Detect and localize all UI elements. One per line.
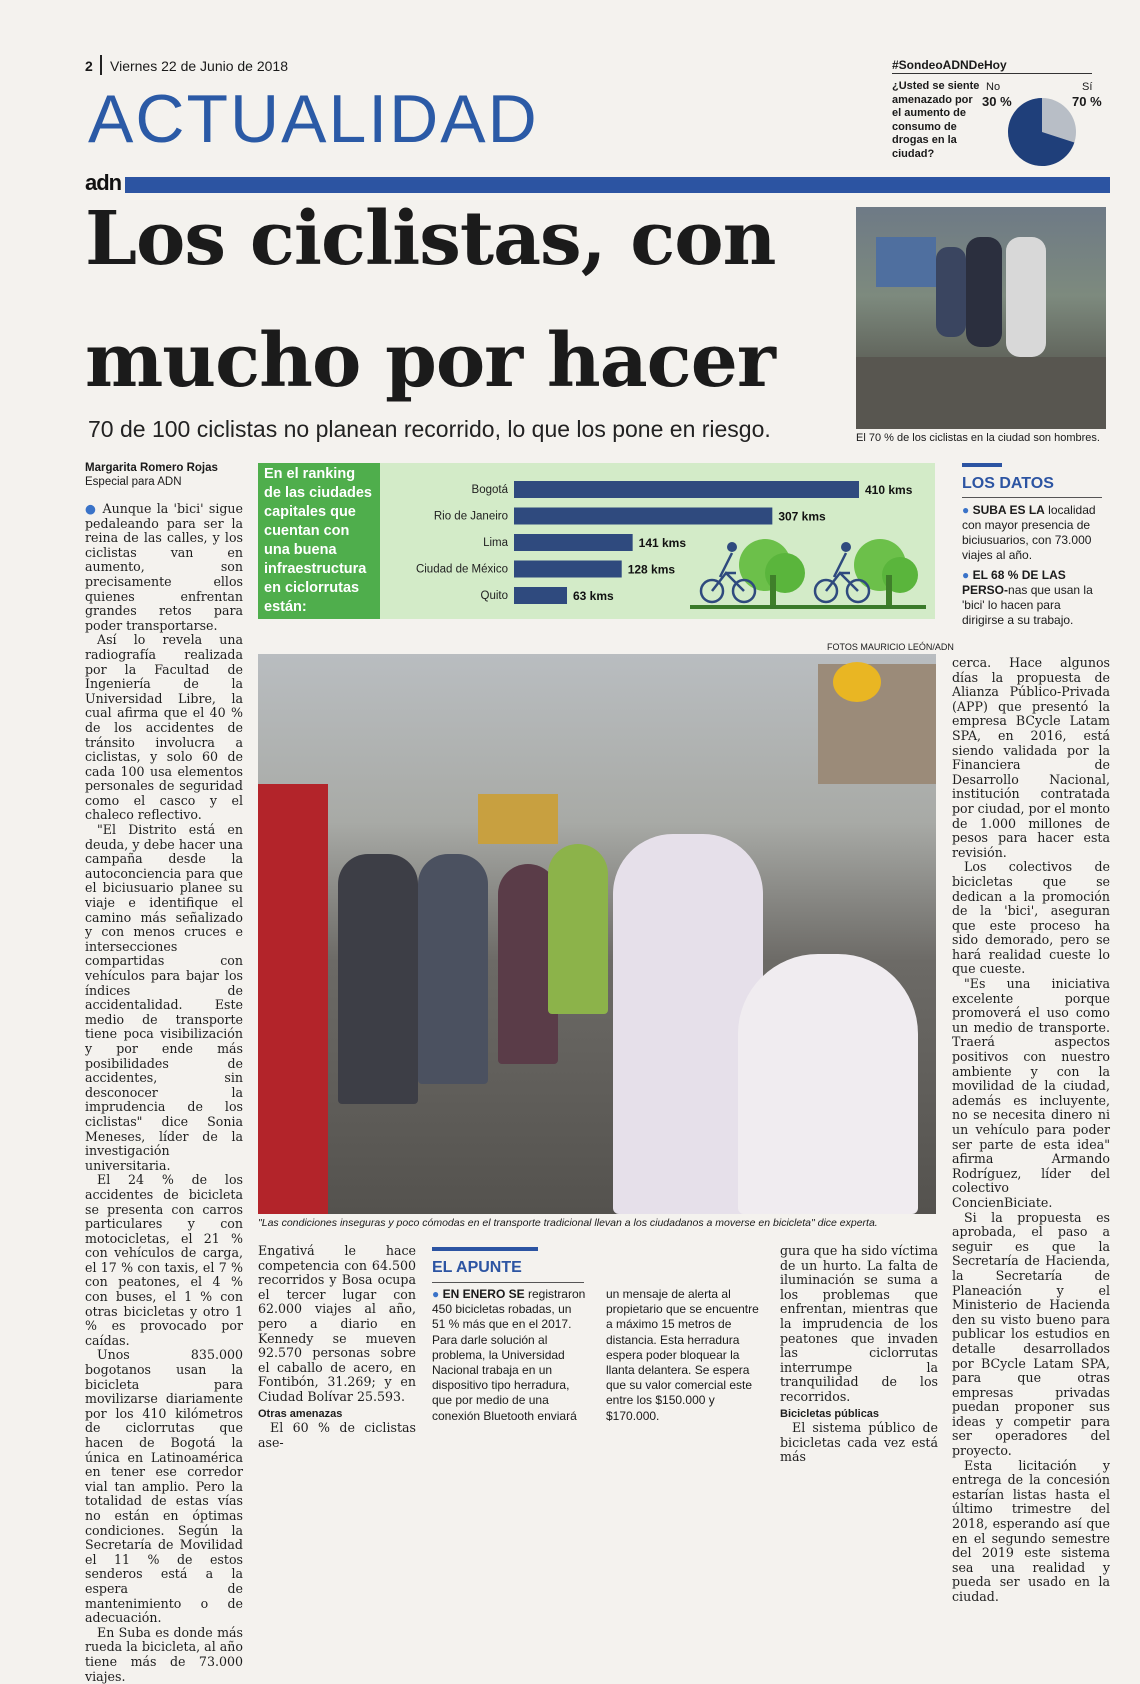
section-bar bbox=[85, 177, 1110, 193]
bar-category-label: Lima bbox=[483, 537, 508, 549]
poll-yes-value: 70 % bbox=[1072, 94, 1102, 109]
poll-no-label: No bbox=[986, 81, 1001, 93]
section-title: ACTUALIDAD bbox=[88, 81, 539, 157]
paragraph: En Suba es donde más rueda la bicicleta, al año tiene más de 73.000 viajes. bbox=[85, 1624, 243, 1684]
header-divider bbox=[100, 55, 102, 75]
subhead-otras-amenazas: Otras amenazas bbox=[258, 1407, 343, 1420]
datos-item-1 bbox=[962, 503, 1102, 563]
bullet-icon: ● bbox=[432, 1287, 443, 1301]
page-date: Viernes 22 de Junio de 2018 bbox=[110, 58, 288, 74]
bar-category-label: Ciudad de México bbox=[415, 563, 508, 576]
poll-pie-chart bbox=[1006, 96, 1078, 168]
bar-rio-de-janeiro bbox=[514, 508, 772, 525]
bar-bogot- bbox=[514, 481, 859, 498]
paragraph: "Es una iniciativa excelente porque promoverá el uso como un medio de transporte. Traerá aspectos positivos con nuestro ambiente y con la movilidad de la ciudad, además es incluyente, no se necesita dinero ni un vehículo para poder ser parte de esta idea" afirma Armando Rodríguez, líder del colectivo ConcienBiciate. bbox=[952, 976, 1110, 1210]
cyclists-trees-illustration bbox=[690, 525, 926, 613]
ranking-infographic bbox=[258, 463, 935, 619]
photo-shape-cyclist bbox=[418, 854, 488, 1084]
tree-trunk bbox=[886, 575, 892, 605]
bar-category-label: Quito bbox=[480, 590, 508, 602]
paragraph: gura que ha sido víctima de un hurto. La falta de iluminación se suma a los problemas que enfrentan, mientras que la imprudencia de los peatones que invaden las ciclorrutas interrumpe la tranquilidad de los recorridos. bbox=[780, 1243, 938, 1404]
photo-shape-cyclist-1 bbox=[936, 247, 966, 337]
article-column-2 bbox=[258, 1244, 416, 1450]
bar-quito bbox=[514, 587, 567, 604]
paragraph: Esta licitación y entrega de la concesión estarían listas hasta el último trimestre del 2018, esperando así que en el segundo semestre del 2019 este sistema sea una realidad y pueda ser usado en la ciudad. bbox=[952, 1457, 1110, 1604]
cyclist-head-icon bbox=[841, 542, 851, 552]
paragraph: Aunque la 'bici' sigue pedaleando para ser la reina de las calles, y los ciclistas van en aumento, son precisamente ellos quienes enfrentan grandes retos para poder transportarse. bbox=[85, 501, 243, 633]
photo-shape-cyclist bbox=[548, 844, 608, 1014]
apunte-text-2: un mensaje de alerta al propietario que se encuentre a máximo 15 metros de distancia. Esta herradura espera poder bloquear la llanta delantera. Se espera que su valor comercial este entre los $150.000 y $170.000. bbox=[606, 1287, 759, 1423]
bar-category-label: Rio de Janeiro bbox=[433, 510, 508, 523]
paragraph: El 60 % de ciclistas ase- bbox=[258, 1420, 416, 1450]
datos-item-2 bbox=[962, 568, 1102, 628]
main-cyclists-photo bbox=[258, 654, 936, 1214]
bar-value-label: 128 kms bbox=[627, 562, 676, 577]
photo-shape-cyclist bbox=[338, 854, 418, 1104]
poll-no-value: 30 % bbox=[982, 94, 1012, 109]
top-photo-caption: El 70 % de los ciclistas en la ciudad son hombres. bbox=[856, 432, 1100, 444]
bar-value-label: 141 kms bbox=[638, 536, 687, 550]
bullet-icon: ● bbox=[962, 503, 973, 517]
photo-shape-red-bus bbox=[258, 784, 328, 1214]
apunte-text-1 bbox=[432, 1287, 587, 1424]
author-role: Especial para ADN bbox=[85, 476, 182, 488]
subhead-bicicletas-publicas: Bicicletas públicas bbox=[780, 1407, 880, 1420]
apunte-rule bbox=[432, 1282, 584, 1283]
apunte-title: EL APUNTE bbox=[432, 1259, 522, 1276]
apunte-body-1: registraron 450 bicicletas robadas, un 51 % más que en el 2017. Para darle solución al problema, la Universidad Nacional trabaja en un dispositivo tipo herradura, que por medio de una conexión Bluetooth enviará bbox=[432, 1287, 586, 1423]
apunte-lead: EN ENERO SE bbox=[442, 1287, 525, 1301]
poll-question: ¿Usted se siente amenazado por el aumento de consumo de drogas en la ciudad? bbox=[892, 80, 980, 160]
photo-shape-cyclist-blurred bbox=[738, 954, 918, 1214]
paragraph: "El Distrito está en deuda, y debe hacer una campaña desde la autoconciencia para que el biciusuario planee su viaje e identifique el camino más señalizado y con menos cruces e intersecciones compartidas con vehículos para bajar los índices de accidentalidad. Este medio de transporte tiene poca visibilización y por ende más posibilidades de accidentes, sin desconocer la imprudencia de los ciclistas" dice Sonia Meneses, líder de la investigación universitaria. bbox=[85, 822, 243, 1173]
datos-title: LOS DATOS bbox=[962, 475, 1054, 492]
datos-item-1-text: localidad con mayor presencia de biciusuarios, con 73.000 viajes al año. bbox=[962, 503, 1096, 562]
datos-item-1-lead: SUBA ES LA bbox=[972, 503, 1045, 517]
tree-trunk bbox=[770, 575, 776, 605]
paragraph: Engativá le hace competencia con 64.500 recorridos y Bosa ocupa el tercer lugar con 62.000 viajes al año, pero a diario en Kennedy se mueven 92.570 personas sobre el caballo de acero, en Fontibón, 31.269; y en Ciudad Bolívar 25.593. bbox=[258, 1243, 416, 1404]
bar-value-label: 307 kms bbox=[778, 509, 826, 524]
article-column-4 bbox=[780, 1244, 938, 1465]
photo-shape-cyclist-2 bbox=[966, 237, 1002, 347]
photo-shape-bus bbox=[876, 237, 936, 287]
bar-ciudad-de-m-xico bbox=[514, 561, 622, 578]
bar-category-label: Bogotá bbox=[471, 484, 508, 496]
bullet-icon: ● bbox=[962, 568, 973, 582]
paragraph: Así lo revela una radiografía realizada por la Facultad de Ingeniería de la Universidad Libre, la cual afirma que el 40 % de los accidentes de tránsito involucra a ciclistas, y solo 60 de cada 100 usa elementos personales de seguridad como el casco y el chaleco reflectivo. bbox=[85, 632, 243, 823]
headline-line-2: mucho por hacer bbox=[85, 318, 775, 404]
chart-title: En el ranking de las ciudades capitales que cuentan con una buena infraestructura en ciclorrutas están: bbox=[258, 463, 380, 619]
bullet-icon: ● bbox=[85, 501, 103, 516]
main-photo-caption: "Las condiciones inseguras y poco cómodas en el transporte tradicional llevan a los ciudadanos a moverse en bicicleta" dice experta. bbox=[258, 1217, 878, 1229]
bar-value-label: 63 kms bbox=[573, 589, 614, 603]
headline-line-1: Los ciclistas, con bbox=[85, 196, 776, 282]
photo-shape-cart bbox=[478, 794, 558, 844]
brand-logo: adn bbox=[85, 170, 125, 196]
poll-hashtag: #SondeoADNDeHoy bbox=[892, 58, 1007, 72]
apunte-accent-bar bbox=[432, 1247, 538, 1251]
paragraph: El sistema público de bicicletas cada vez está más bbox=[780, 1420, 938, 1465]
datos-item-2-text: nas que usan la 'bici' lo hacen para dirigirse a su trabajo. bbox=[962, 583, 1093, 627]
subheadline: 70 de 100 ciclistas no planean recorrido, lo que los pone en riesgo. bbox=[88, 416, 771, 442]
paragraph: Si la propuesta es aprobada, el paso a seguir es que la Secretaría de Hacienda, la Secretaría de Planeación y el Ministerio de Hacienda den su visto bueno para publicar los estudios en detalle desarrollados por BCycle Latam SPA, para que otras empresas privadas puedan proponer sus ideas y competir para ser operadores del proyecto. bbox=[952, 1209, 1110, 1459]
poll-yes-label: Sí bbox=[1082, 81, 1093, 93]
page-number: 2 bbox=[85, 58, 93, 74]
article-column-1 bbox=[85, 502, 243, 1684]
photo-credit: FOTOS MAURICIO LEÓN/ADN bbox=[827, 642, 954, 652]
paragraph: El 24 % de los accidentes de bicicleta se presenta con carros particulares y con motocicletas, el 21 % con vehículos de carga, el 17 % con taxis, el 7 % con peatones, el 4 % con buses, el 1 % con otras bicicletas y otro 1 % es provocado por caídas. bbox=[85, 1172, 243, 1348]
ground-line bbox=[690, 605, 926, 609]
photo-shape-metro-sign bbox=[833, 662, 881, 702]
datos-rule bbox=[962, 497, 1102, 498]
bar-value-label: 410 kms bbox=[865, 483, 913, 497]
poll-rule bbox=[892, 73, 1092, 74]
photo-shape-road bbox=[856, 357, 1106, 429]
datos-item-2-lead: EL 68 % DE LAS PERSO- bbox=[962, 568, 1066, 597]
paragraph: Los colectivos de bicicletas que se dedican a la promoción de la 'bici', aseguran que este proceso ha sido demorado, pero se hará realidad cueste lo que cueste. bbox=[952, 859, 1110, 977]
cyclist-head-icon bbox=[727, 542, 737, 552]
datos-accent-bar bbox=[962, 463, 1002, 467]
photo-shape-cyclist-3 bbox=[1006, 237, 1046, 357]
paragraph: cerca. Hace algunos días la propuesta de Alianza Público-Privada (APP) que presentó la empresa BCycle Latam SPA, en 2016, está siendo validada por la Financiera de Desarrollo Nacional, institución contratada por ciudad, por el monto de 1.000 millones de pesos para hacer esta revisión. bbox=[952, 655, 1110, 860]
paragraph: Unos 835.000 bogotanos usan la bicicleta para movilizarse diariamente por los 410 kilómetros de ciclorrutas que hacen de Bogotá la única en Latinoamérica en tener ese corredor vial tan amplio. Pero la totalidad de estas vías no están en óptimas condiciones. Según la Secretaría de Movilidad el 11 % de estos senderos está a la espera de mantenimiento o de adecuación. bbox=[85, 1347, 243, 1626]
article-column-5 bbox=[952, 656, 1110, 1605]
cyclists-photo-top bbox=[856, 207, 1106, 429]
bar-lima bbox=[514, 534, 633, 551]
author-name: Margarita Romero Rojas bbox=[85, 462, 218, 474]
